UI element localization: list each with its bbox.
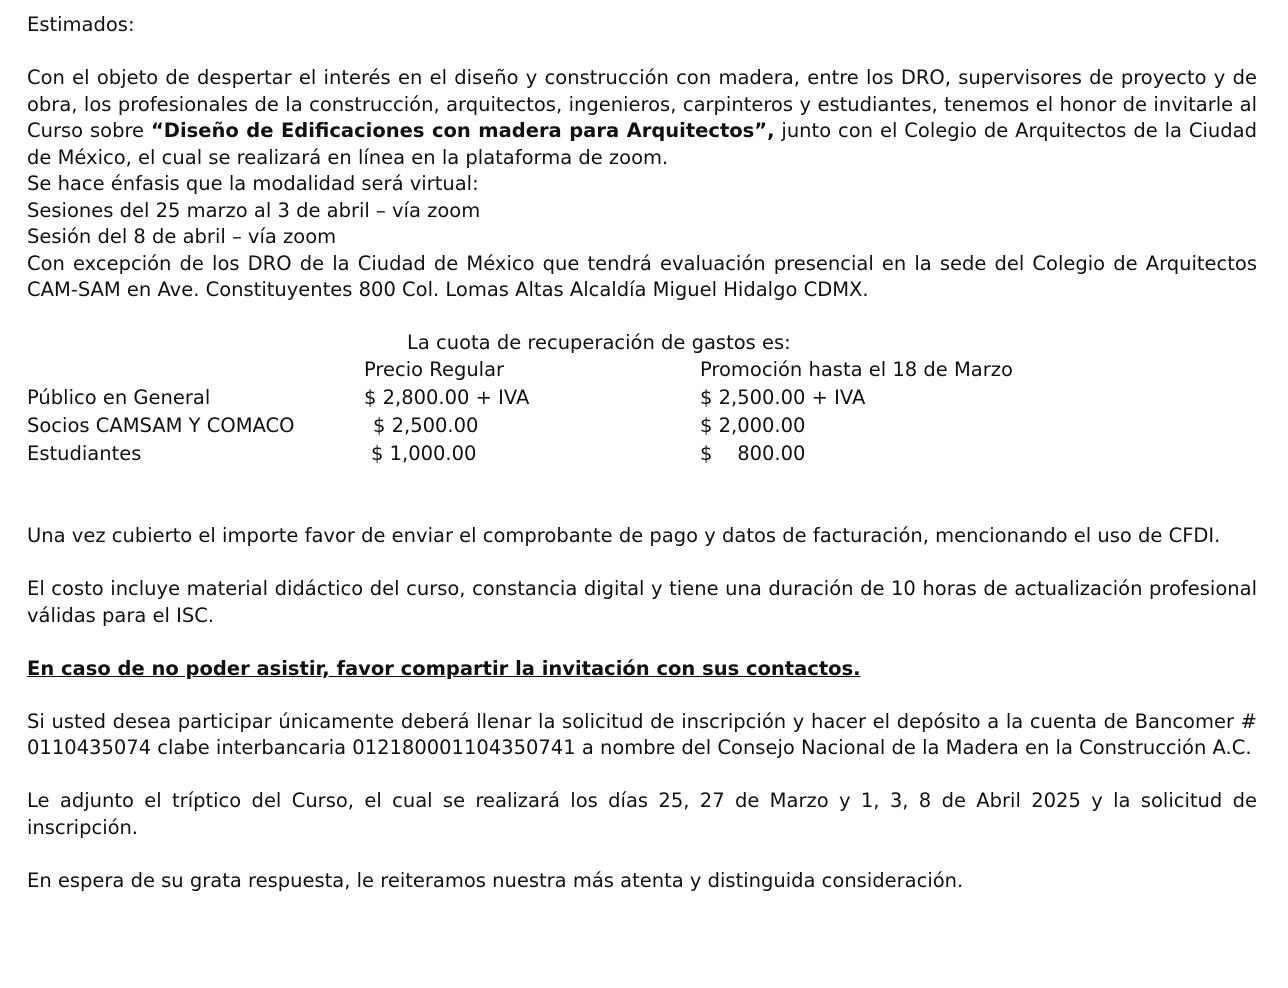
spacer bbox=[27, 550, 1257, 577]
column-header-promo: Promoción hasta el 18 de Marzo bbox=[700, 358, 1013, 381]
fee-row-label: Público en General bbox=[27, 386, 211, 409]
fee-row-regular: $ 1,000.00 bbox=[371, 442, 477, 465]
exception-paragraph: Con excepción de los DRO de la Ciudad de México que tendrá evaluación presencial en la sede del Colegio de Arquitectos CAM-SAM en Ave. Constituyentes 800 Col. Lomas Altas Alcaldía Miguel Hidalgo CDMX. bbox=[27, 251, 1257, 301]
spacer bbox=[27, 497, 1257, 524]
fee-row-promo: $ 2,000.00 bbox=[700, 414, 806, 437]
spacer bbox=[27, 470, 1257, 497]
registration-note: Si usted desea participar únicamente deberá llenar la solicitud de inscripción y hacer el depósito a la cuenta de Bancomer # 0110435074 clabe interbancaria 012180001104350741 a nombre del Consejo Nacional de la Madera en la Construcción A.C. bbox=[27, 709, 1257, 759]
fee-row-regular: $ 2,800.00 + IVA bbox=[364, 386, 530, 409]
spacer bbox=[27, 841, 1257, 868]
fee-row-promo: $ 800.00 bbox=[700, 442, 806, 465]
intro-text-2: junto con el Colegio de Arquitectos de la Ciudad de México, el cual se realizará en línea en la plataforma de zoom. bbox=[27, 119, 1257, 169]
spacer bbox=[27, 39, 1257, 66]
fee-row-label: Socios CAMSAM Y COMACO bbox=[27, 414, 295, 437]
attachment-note: Le adjunto el tríptico del Curso, el cual se realizará los días 25, 27 de Marzo y 1, 3, 8 de Abril 2025 y la solicitud de inscripción. bbox=[27, 789, 1257, 839]
spacer bbox=[27, 304, 1257, 331]
sessions-line-1: Sesiones del 25 marzo al 3 de abril – vía zoom bbox=[27, 198, 481, 222]
spacer bbox=[27, 762, 1257, 789]
letter-body bbox=[27, 12, 1257, 894]
fees-table bbox=[27, 330, 1257, 470]
share-note: En caso de no poder asistir, favor compartir la invitación con sus contactos. bbox=[27, 656, 861, 680]
fee-row-promo: $ 2,500.00 + IVA bbox=[700, 386, 866, 409]
sessions-line-2: Sesión del 8 de abril – vía zoom bbox=[27, 225, 337, 248]
payment-note: Una vez cubierto el importe favor de enviar el comprobante de pago y datos de facturación, mencionando el uso de CFDI. bbox=[27, 524, 1221, 547]
column-header-regular: Precio Regular bbox=[364, 358, 505, 381]
intro-text-1: Con el objeto de despertar el interés en el diseño y construcción con madera, entre los DRO, supervisores de proyecto y de obra, los profesionales de la construcción, arquitectos, ingenieros, carpinteros y estudiantes, tenemos el honor de invitarle al Curso sobre bbox=[27, 66, 1257, 142]
cost-note: El costo incluye material didáctico del curso, constancia digital y tiene una duración de 10 horas de actualización profesional válidas para el ISC. bbox=[27, 577, 1257, 627]
closing: En espera de su grata respuesta, le reiteramos nuestra más atenta y distinguida consideración. bbox=[27, 868, 964, 892]
spacer bbox=[27, 629, 1257, 656]
fees-heading: La cuota de recuperación de gastos es: bbox=[407, 331, 791, 354]
fee-row-label: Estudiantes bbox=[27, 442, 142, 465]
fee-row-regular: $ 2,500.00 bbox=[373, 414, 479, 437]
course-title: “Diseño de Edificaciones con madera para Arquitectos”, bbox=[150, 119, 775, 142]
modality-emphasis: Se hace énfasis que la modalidad será virtual: bbox=[27, 172, 479, 195]
spacer bbox=[27, 682, 1257, 709]
intro-paragraph bbox=[27, 65, 1257, 171]
greeting: Estimados: bbox=[27, 13, 135, 36]
